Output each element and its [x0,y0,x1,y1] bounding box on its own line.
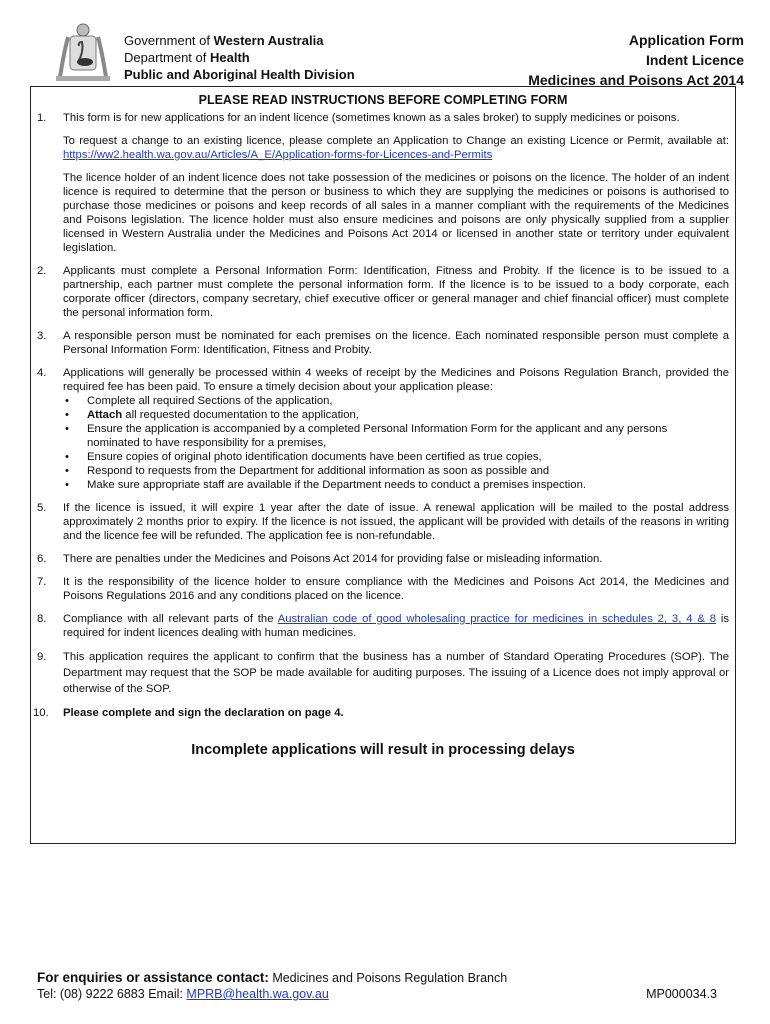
item-number: 3. [37,330,47,342]
closing-warning: Incomplete applications will result in processing delays [191,742,575,758]
bullet-item [87,408,729,422]
item-text: If the licence is issued, it will expire 1 year after the date of issue. A renewal application will be mailed to the postal address approximately 2 months prior to expiry. If the licence is not issued, the applicant will be provided with details of the reasons in writing and the licence fee will be refunded. The application fee is non-refundable. [63,502,729,542]
instruction-item [31,329,735,357]
instruction-item [31,649,735,697]
item-number: 7. [37,576,47,588]
item-text: There are penalties under the Medicines and Poisons Act 2014 for providing false or misleading information. [63,553,603,565]
instructions-box [30,86,736,844]
instructions-list [31,111,735,720]
bullet-item: • Respond to requests from the Department for additional information as soon as possible and [87,464,729,478]
instruction-item [31,552,735,566]
bullet-item: • Ensure copies of original photo identification documents have been certified as true copies, [87,450,729,464]
org-line1: Government of [124,33,214,48]
org-line2-bold: Health [210,50,250,65]
bullet-item: • Ensure the application is accompanied by a completed Personal Information Form for the applicant and any persons nominated to have responsibility for a premises, [87,422,729,450]
wa-coat-of-arms-logo [52,22,114,84]
item-text: This form is for new applications for an indent licence (sometimes known as a sales broker) to supply medicines or poisons. [63,112,680,124]
contact-tel: Tel: (08) 9222 6883 Email: [37,987,183,1001]
item-number: 10. [33,707,49,719]
instruction-item [31,501,735,543]
org-line1-bold: Western Australia [213,33,324,48]
bullet-text: all requested documentation to the application, [125,409,359,421]
form-act: Medicines and Poisons Act 2014 [528,72,744,88]
instruction-item [31,706,735,720]
form-code: MP000034.3 [646,987,717,1001]
org-line3: Public and Aboriginal Health Division [124,67,355,82]
footer [37,970,717,1002]
instruction-item [31,264,735,320]
org-line2: Department of [124,50,210,65]
item-text [63,134,729,162]
bullet-item: • Complete all required Sections of the application, [87,394,729,408]
item-text: Applicants must complete a Personal Information Form: Identification, Fitness and Probity. If the licence is to be issued to a partnership, each partner must complete the personal information form. If the licence is to be issued to a body corporate, each corporate officer (directors, company secretary, chief executive officer or general manager and chief financial officer) must complete the personal information form. [63,265,729,319]
bullet-item: • Make sure appropriate staff are available if the Department needs to conduct a premises inspection. [87,478,729,492]
instruction-item [31,111,735,255]
item-text: It is the responsibility of the licence holder to ensure compliance with the Medicines and Poisons Act 2014, the Medicines and Poisons Regulations 2016 and any conditions placed on the licence. [63,576,729,602]
organisation-name [124,32,355,83]
item-number: 5. [37,502,47,514]
instruction-item [31,575,735,603]
instruction-item [31,612,735,640]
branch-name: Medicines and Poisons Regulation Branch [272,971,508,985]
instruction-item [31,366,735,492]
wholesaling-code-link[interactable]: Australian code of good wholesaling practice for medicines in schedules 2, 3, 4 & 8 [277,613,716,625]
bullet-bold: Attach [87,409,123,421]
item-text-segment: To request a change to an existing licence, please complete an Application to Change an existing Licence or Permit, available at: [63,135,729,147]
item-number: 2. [37,265,47,277]
item-text: This application requires the applicant to confirm that the business has a number of Standard Operating Procedures (SOP). The Department may request that the SOP be made available for auditing purposes. The issuing of a Licence does not imply approval or otherwise of the SOP. [63,651,729,695]
email-link[interactable]: MPRB@health.wa.gov.au [186,987,329,1001]
item-number: 8. [37,613,47,625]
item-number: 4. [37,367,47,379]
item-number: 9. [37,651,47,663]
enquiries-label: For enquiries or assistance contact: [37,970,269,985]
item-number: 1. [37,112,47,124]
item-text: Applications will generally be processed within 4 weeks of receipt by the Medicines and Poisons Regulation Branch, provided the required fee has been paid. To ensure a timely decision about your application please: [63,367,729,393]
item-text: A responsible person must be nominated for each premises on the licence. Each nominated responsible person must complete a Personal Information Form: Identification, Fitness and Probity. [63,330,729,356]
bullet-list [63,394,729,492]
item-text: is required for indent licences dealing with human medicines. [63,613,729,639]
form-title: Application Form [628,32,744,48]
item-number: 6. [37,553,47,565]
form-titles [528,30,744,90]
item-text: Compliance with all relevant parts of the [63,613,278,625]
item-text: The licence holder of an indent licence does not take possession of the medicines or poisons on the licence. The holder of an indent licence is required to determine that the person or business to which they are supplying the medicines or poisons is authorised to purchase those medicines or poisons and keep records of all sales in a manner compliant with the requirements of the Medicines and Poisons legislation. The licence holder must also ensure medicines and poisons are only physically supplied from a supplier licensed in Western Australia under the Medicines and Poisons Act 2014 or licensed in another state or territory under equivalent legislation. [63,172,729,254]
form-subtitle: Indent Licence [645,52,744,68]
item-text: Please complete and sign the declaration on page 4. [63,707,344,719]
forms-link[interactable]: https://ww2.health.wa.gov.au/Articles/A_E/Application-forms-for-Licences-and-Permits [63,149,493,161]
instructions-heading: PLEASE READ INSTRUCTIONS BEFORE COMPLETING FORM [198,93,568,107]
